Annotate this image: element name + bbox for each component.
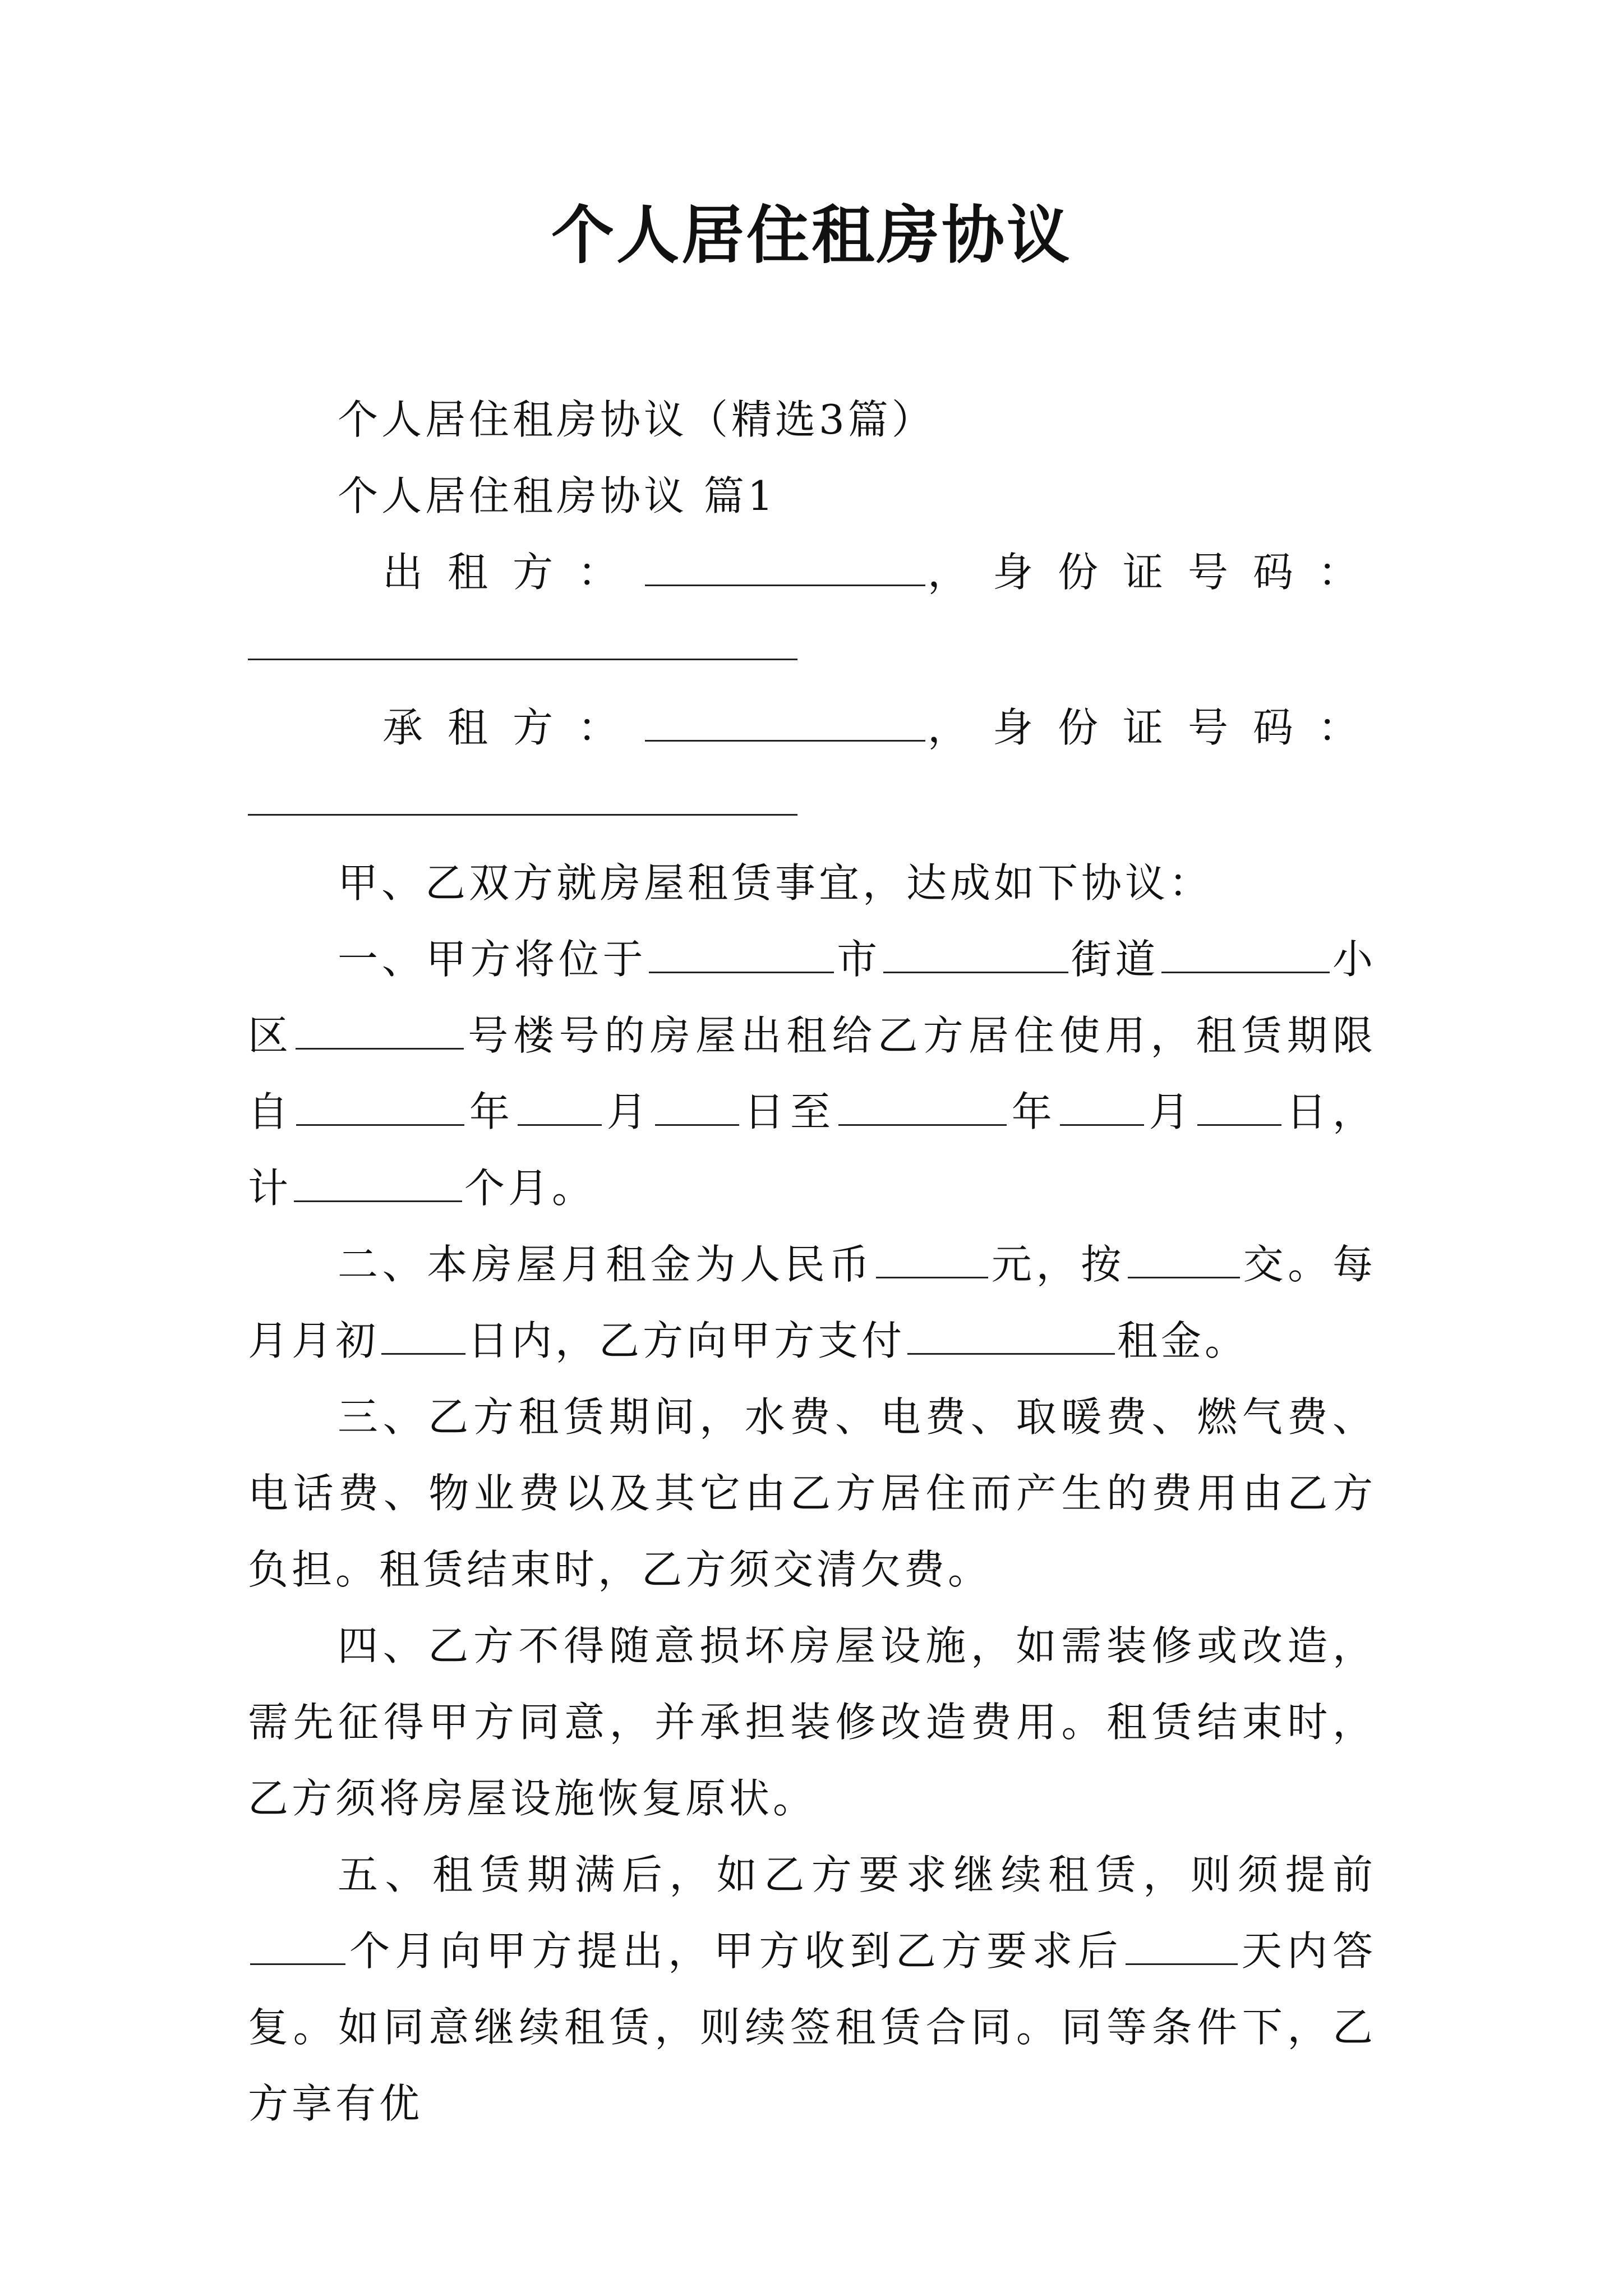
clause-1-text: 日，计	[248, 1088, 1376, 1212]
clause-3: 三、乙方租赁期间，水费、电费、取暖费、燃气费、电话费、物业费以及其它由乙方居住而产生的费用由乙方负担。租赁结束时，乙方须交清欠费。	[248, 1393, 1376, 1593]
lessor-name-blank	[645, 544, 925, 586]
reply-days-blank	[1126, 1923, 1238, 1965]
clause-1-text: 号楼号的房屋出租给乙方居住使用，租赁期限自	[248, 1012, 1376, 1135]
clause-5-text: 个月向甲方提出，甲方收到乙方要求后	[348, 1927, 1123, 1975]
lessee-id-blank	[248, 766, 797, 816]
community-blank	[1161, 931, 1330, 973]
lessor-line	[248, 534, 1384, 610]
clause-1-text: 小区	[248, 936, 1376, 1059]
payment-amount-blank	[907, 1313, 1115, 1355]
intro-paragraph: 甲、乙双方就房屋租赁事宜，达成如下协议：	[338, 859, 1213, 907]
months-blank	[294, 1160, 462, 1202]
lessor-id-blank	[248, 610, 797, 660]
clause-5-text: 天内答复。如同意继续租赁，则续签租赁合同。同等条件下，乙方享有优	[248, 1927, 1376, 2127]
clause-2-text: 二、本房屋月租金为人民币	[338, 1241, 874, 1288]
subtitle: 个人居住租房协议（精选3篇）	[338, 396, 935, 443]
clause-1-text: 日至	[741, 1088, 837, 1135]
clause-1-text: 街道	[1070, 936, 1160, 983]
clause-2-text: 租金。	[1117, 1317, 1249, 1364]
building-blank	[296, 1007, 464, 1050]
clause-1-text: 一、甲方将位于	[338, 936, 647, 983]
clause-2	[248, 1226, 1376, 1379]
lessee-id-label: ，身份证号码：	[928, 704, 1384, 751]
clause-2-text: 交。每月月初	[248, 1241, 1376, 1364]
section-heading: 个人居住租房协议 篇1	[338, 472, 777, 519]
clause-2-text: 元，按	[990, 1241, 1126, 1288]
end-day-blank	[1197, 1084, 1281, 1126]
clause-1-text: 月	[604, 1088, 653, 1135]
notice-months-blank	[250, 1923, 345, 1965]
clause-4: 四、乙方不得随意损坏房屋设施，如需装修或改造，需先征得甲方同意，并承担装修改造费用。租赁结束时，乙方须将房屋设施恢复原状。	[248, 1622, 1376, 1822]
start-month-blank	[518, 1084, 602, 1126]
document-title: 个人居住租房协议	[551, 199, 1072, 272]
clause-2-text: 日内，乙方向甲方支付	[468, 1317, 906, 1364]
start-day-blank	[655, 1084, 739, 1126]
clause-1-text: 年	[1009, 1088, 1058, 1135]
lessee-name-blank	[645, 700, 925, 742]
clause-1	[248, 921, 1376, 1226]
city-blank	[649, 931, 834, 973]
clause-1-text: 月	[1146, 1088, 1196, 1135]
clause-5	[248, 1837, 1376, 2142]
payment-period-blank	[1128, 1236, 1240, 1278]
end-month-blank	[1060, 1084, 1144, 1126]
payment-day-blank	[381, 1313, 465, 1355]
lessee-line	[248, 689, 1384, 766]
document-body	[248, 381, 1384, 2142]
street-blank	[883, 931, 1068, 973]
lessee-label: 承租方：	[382, 704, 643, 751]
start-year-blank	[296, 1084, 464, 1126]
clause-1-text: 年	[467, 1088, 516, 1135]
lessor-label: 出租方：	[382, 549, 643, 596]
clause-1-text: 个月。	[464, 1165, 596, 1212]
clause-5-text: 五、租赁期满后，如乙方要求继续租赁，则须提前	[338, 1851, 1376, 1898]
end-year-blank	[838, 1084, 1007, 1126]
clause-1-text: 市	[836, 936, 881, 983]
lessor-id-label: ，身份证号码：	[928, 549, 1384, 596]
rent-amount-blank	[876, 1236, 988, 1278]
